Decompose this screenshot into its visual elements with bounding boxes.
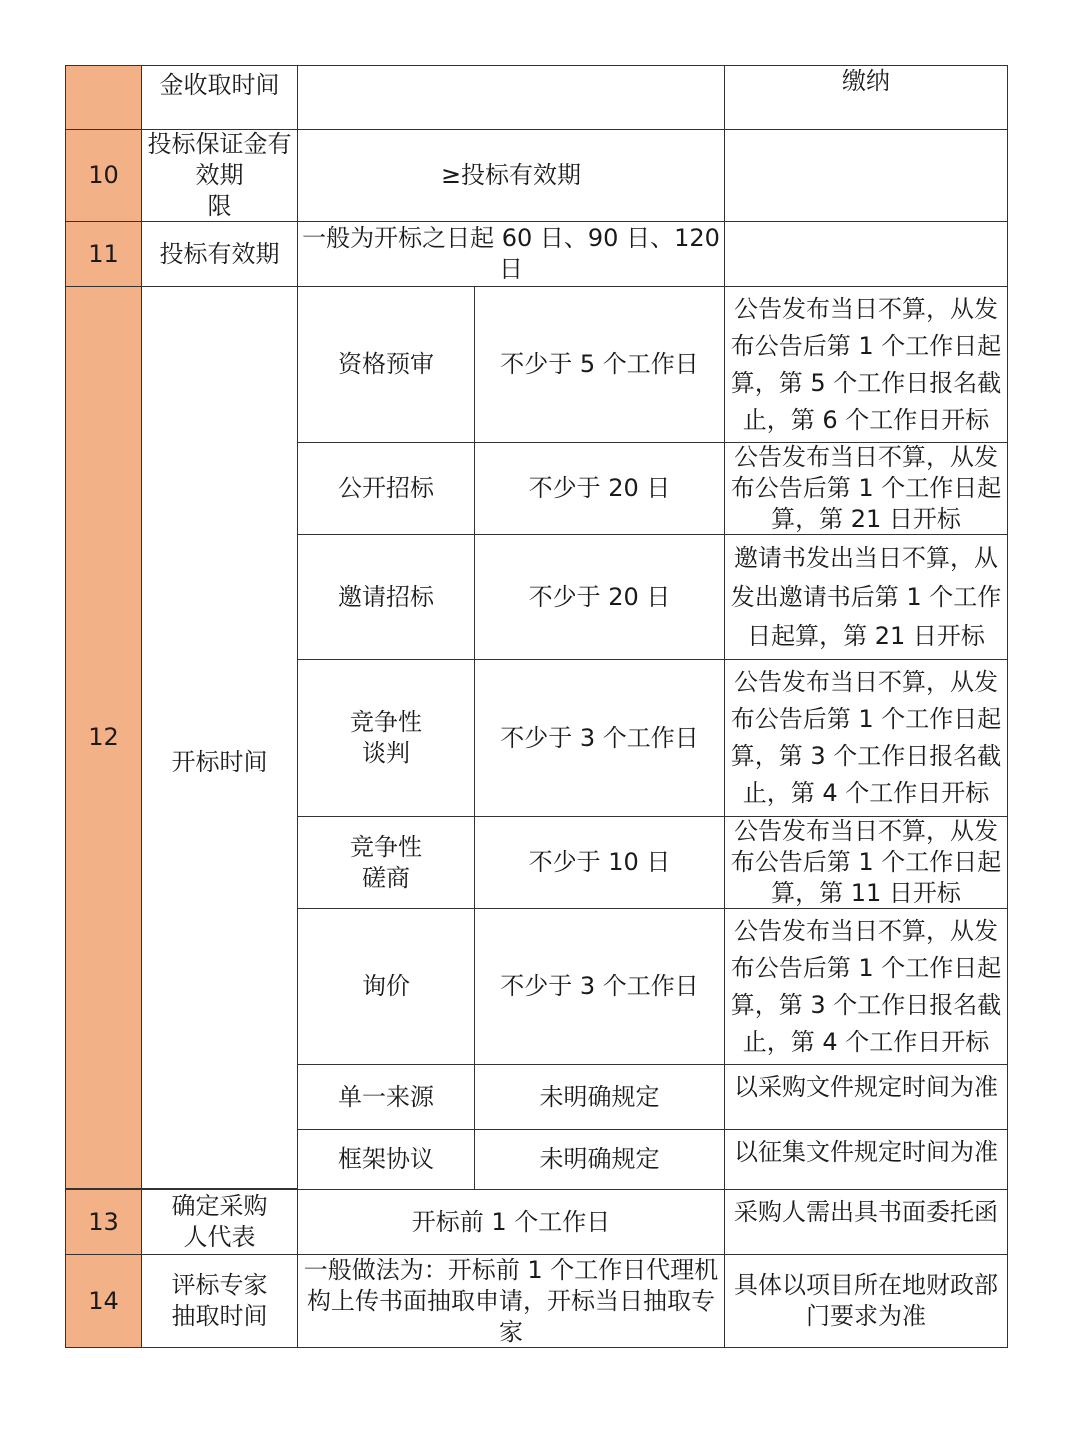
row-12-method: 单一来源 bbox=[297, 1064, 475, 1130]
note-line: 公告发布当日不算，从发 bbox=[734, 294, 998, 323]
row-13-label-line: 确定采购 bbox=[171, 1192, 268, 1220]
row-14-label bbox=[141, 1254, 298, 1348]
row-12-note bbox=[724, 659, 1008, 817]
row-10-label-line: 限 bbox=[207, 192, 232, 220]
row-11-value-line: 一般为开标之日起 60 日、90 日、120 bbox=[302, 224, 720, 252]
row-14-value-line: 构上传书面抽取申请，开标当日抽取专 bbox=[307, 1286, 715, 1315]
note-line: 公告发布当日不算，从发 bbox=[734, 443, 998, 471]
note-line: 布公告后第 1 个工作日起 bbox=[730, 953, 1002, 982]
row-cont-number-cell bbox=[65, 65, 142, 130]
row-12-method: 邀请招标 bbox=[297, 534, 475, 660]
row-12-method bbox=[297, 816, 475, 909]
row-13-value: 开标前 1 个工作日 bbox=[297, 1189, 725, 1255]
row-12-period: 不少于 20 日 bbox=[474, 534, 725, 660]
note-line: 布公告后第 1 个工作日起 bbox=[730, 331, 1002, 360]
row-10-value: ≥投标有效期 bbox=[297, 129, 725, 222]
note-line: 算，第 21 日开标 bbox=[771, 505, 961, 533]
row-14-number: 14 bbox=[65, 1254, 142, 1348]
note-line: 止，第 4 个工作日开标 bbox=[742, 779, 990, 807]
row-13-number: 13 bbox=[65, 1189, 142, 1255]
row-12-period: 不少于 3 个工作日 bbox=[474, 908, 725, 1065]
row-11-label: 投标有效期 bbox=[141, 221, 298, 287]
row-14-note-line: 具体以项目所在地财政部 bbox=[734, 1271, 998, 1299]
row-12-label: 开标时间 bbox=[141, 286, 298, 1189]
row-11-number: 11 bbox=[65, 221, 142, 287]
row-13-note: 采购人需出具书面委托函 bbox=[724, 1189, 1008, 1255]
row-12-number: 12 bbox=[65, 286, 142, 1189]
row-10-number: 10 bbox=[65, 129, 142, 222]
row-cont-note: 缴纳 bbox=[724, 65, 1008, 130]
row-12-note: 以征集文件规定时间为准 bbox=[724, 1129, 1008, 1190]
method-line: 磋商 bbox=[362, 863, 410, 892]
note-line: 布公告后第 1 个工作日起 bbox=[730, 474, 1002, 502]
row-13-label bbox=[141, 1189, 298, 1255]
row-10-note bbox=[724, 129, 1008, 222]
note-line: 算，第 11 日开标 bbox=[771, 879, 961, 907]
row-12-period: 不少于 10 日 bbox=[474, 816, 725, 909]
row-12-period: 未明确规定 bbox=[474, 1129, 725, 1190]
row-12-note bbox=[724, 816, 1008, 909]
note-line: 算，第 5 个工作日报名截 bbox=[730, 368, 1002, 397]
note-line: 布公告后第 1 个工作日起 bbox=[730, 705, 1002, 733]
row-12-period: 不少于 5 个工作日 bbox=[474, 286, 725, 443]
method-line: 竞争性 bbox=[350, 708, 422, 736]
row-12-period: 不少于 20 日 bbox=[474, 442, 725, 535]
note-line: 日起算，第 21 日开标 bbox=[747, 621, 985, 650]
row-10-label-line: 效期 bbox=[195, 161, 244, 189]
note-line: 发出邀请书后第 1 个工作 bbox=[730, 582, 1002, 611]
row-12-note bbox=[724, 442, 1008, 535]
row-12-period: 不少于 3 个工作日 bbox=[474, 659, 725, 817]
note-line: 布公告后第 1 个工作日起 bbox=[730, 848, 1002, 876]
row-12-method bbox=[297, 659, 475, 817]
row-11-value bbox=[297, 221, 725, 287]
note-line: 止，第 4 个工作日开标 bbox=[742, 1027, 990, 1056]
row-12-note bbox=[724, 908, 1008, 1065]
method-line: 谈判 bbox=[362, 739, 410, 767]
row-12-note: 以采购文件规定时间为准 bbox=[724, 1064, 1008, 1130]
note-line: 算，第 3 个工作日报名截 bbox=[730, 990, 1002, 1019]
row-12-note bbox=[724, 286, 1008, 443]
row-13-label-line: 人代表 bbox=[183, 1223, 256, 1251]
method-line: 竞争性 bbox=[350, 832, 422, 861]
row-12-period: 未明确规定 bbox=[474, 1064, 725, 1130]
row-10-label-line: 投标保证金有 bbox=[147, 130, 292, 158]
note-line: 公告发布当日不算，从发 bbox=[734, 668, 998, 696]
row-12-method: 公开招标 bbox=[297, 442, 475, 535]
row-11-value-line: 日 bbox=[499, 255, 523, 283]
row-cont-value bbox=[297, 65, 725, 130]
note-line: 算，第 3 个工作日报名截 bbox=[730, 742, 1002, 770]
row-14-value bbox=[297, 1254, 725, 1348]
row-14-value-line: 一般做法为：开标前 1 个工作日代理机 bbox=[303, 1255, 719, 1284]
row-11-note bbox=[724, 221, 1008, 287]
row-12-note bbox=[724, 534, 1008, 660]
row-10-label bbox=[141, 129, 298, 222]
row-14-label-line: 评标专家 bbox=[171, 1271, 268, 1299]
row-14-note-line: 门要求为准 bbox=[806, 1302, 926, 1330]
row-12-method: 框架协议 bbox=[297, 1129, 475, 1190]
row-14-value-line: 家 bbox=[499, 1317, 523, 1346]
note-line: 邀请书发出当日不算，从 bbox=[734, 543, 998, 572]
note-line: 公告发布当日不算，从发 bbox=[734, 916, 998, 945]
note-line: 公告发布当日不算，从发 bbox=[734, 817, 998, 845]
note-line: 止，第 6 个工作日开标 bbox=[742, 405, 990, 434]
row-14-label-line: 抽取时间 bbox=[171, 1302, 268, 1330]
row-cont-label: 金收取时间 bbox=[141, 65, 298, 130]
row-12-method: 资格预审 bbox=[297, 286, 475, 443]
row-12-method: 询价 bbox=[297, 908, 475, 1065]
row-14-note bbox=[724, 1254, 1008, 1348]
